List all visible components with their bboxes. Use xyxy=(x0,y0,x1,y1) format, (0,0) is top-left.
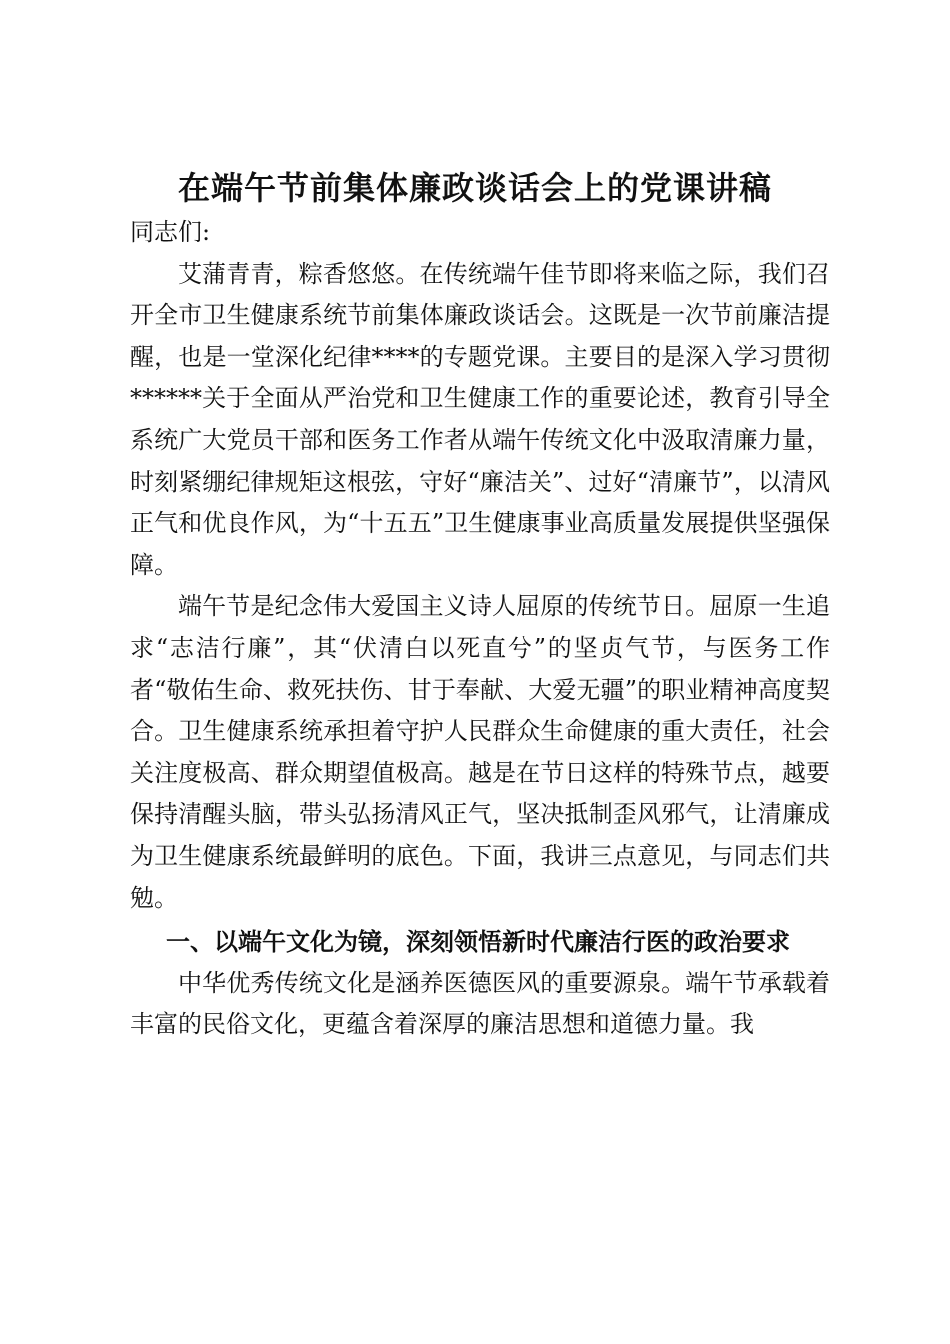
paragraph-section-one: 中华优秀传统文化是涵养医德医风的重要源泉。端午节承载着丰富的民俗文化，更蕴含着深厚的廉洁思想和道德力量。我 xyxy=(130,968,830,1039)
section-heading: 一、以端午文化为镜，深刻领悟新时代廉洁行医的政治要求 xyxy=(166,927,790,957)
document-title: 在端午节前集体廉政谈话会上的党课讲稿 xyxy=(177,169,772,207)
paragraph-dragon-boat: 端午节是纪念伟大爱国主义诗人屈原的传统节日。屈原一生追求“志洁行廉”，其“伏清白以死直兮”的坚贞气节，与医务工作者“敬佑生命、救死扶伤、甘于奉献、大爱无疆”的职业精神高度契合。卫生健康系统承担着守护人民群众生命健康的重大责任，社会关注度极高、群众期望值极高。越是在节日这样的特殊节点，越要保持清醒头脑，带头弘扬清风正气，坚决抵制歪风邪气，让清廉成为卫生健康系统最鲜明的底色。下面，我讲三点意见，与同志们共勉。 xyxy=(130,592,830,912)
salutation: 同志们: xyxy=(130,218,211,246)
paragraph-opening: 艾蒲青青，粽香悠悠。在传统端午佳节即将来临之际，我们召开全市卫生健康系统节前集体廉政谈话会。这既是一次节前廉洁提醒，也是一堂深化纪律****的专题党课。主要目的是深入学习贯彻******关于全面从严治党和卫生健康工作的重要论述，教育引导全系统广大党员干部和医务工作者从端午传统文化中汲取清廉力量，时刻紧绷纪律规矩这根弦，守好“廉洁关”、过好“清廉节”，以清风正气和优良作风，为“十五五”卫生健康事业高质量发展提供坚强保障。 xyxy=(130,259,830,579)
document-body xyxy=(130,212,830,1046)
